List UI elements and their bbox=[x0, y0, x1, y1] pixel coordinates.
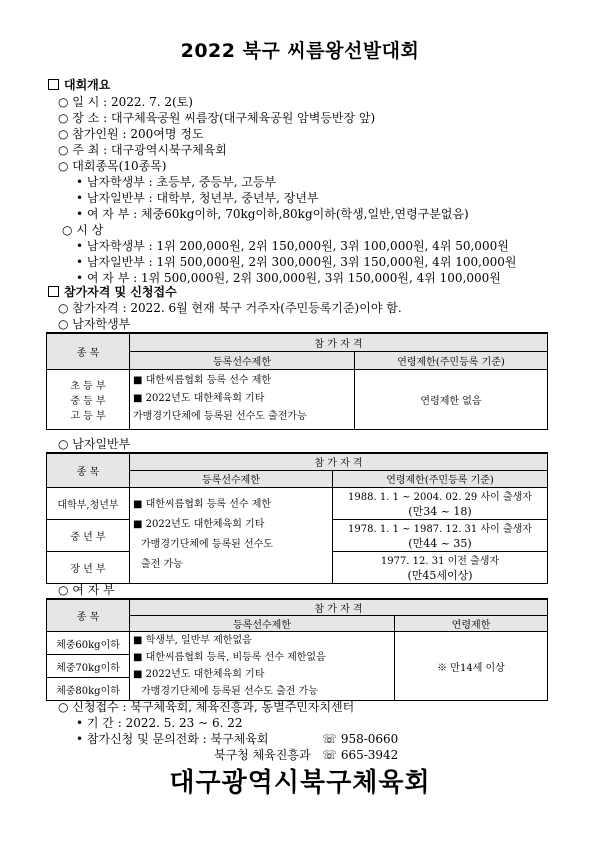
col-event: 종 목 bbox=[47, 453, 130, 487]
table-row bbox=[47, 369, 130, 429]
apply-where: ○ 신청접수 : 북구체육회, 체육진흥과, 동별주민자치센터 bbox=[58, 700, 355, 714]
reg-line: ■ 대한씨름협회 등록 선수 제한 bbox=[133, 375, 272, 386]
event-name: 중 등 부 bbox=[70, 395, 106, 407]
overview-events: ○ 대회종목(10종목) bbox=[58, 159, 167, 173]
section-qualification-heading: 참가자격 및 신청접수 bbox=[48, 285, 177, 300]
registration-cell bbox=[130, 487, 333, 583]
col-event: 종 목 bbox=[47, 333, 130, 369]
registration-cell bbox=[130, 369, 355, 429]
student-section-heading: ○ 남자학생부 bbox=[58, 317, 131, 331]
event-name: 초 등 부 bbox=[70, 380, 106, 392]
phone-1: ☏ 958-0660 bbox=[322, 732, 399, 746]
page-title: 2022 북구 씨름왕선발대회 bbox=[180, 40, 420, 62]
overview-place: ○ 장 소 : 대구체육공원 씨름장(대구체육공원 암벽등반장 앞) bbox=[58, 111, 376, 125]
checkbox-square-icon bbox=[48, 79, 59, 90]
age-years: (만34 ~ 18) bbox=[408, 504, 472, 518]
col-age: 연령제한 bbox=[395, 616, 548, 632]
checkbox-square-icon bbox=[48, 286, 59, 297]
apply-contact-2: 북구청 체육진흥과 bbox=[214, 748, 311, 762]
event-women: • 여 자 부 : 체중60kg이하, 70kg이하,80kg이하(학생,일반,연령구분없음) bbox=[76, 207, 469, 221]
table-row-event: 체중80kg이하 bbox=[47, 678, 130, 701]
age-years: (만44 ~ 35) bbox=[408, 536, 472, 550]
registration-cell bbox=[130, 632, 395, 701]
reg-line: 가맹경기단체에 등록된 선수도 bbox=[141, 539, 273, 550]
event-student: • 남자학생부 : 초등부, 중등부, 고등부 bbox=[76, 175, 277, 189]
phone-2: ☏ 665-3942 bbox=[322, 748, 399, 762]
age-cell: 연령제한 없음 bbox=[355, 369, 548, 429]
reg-line: ■ 2022년도 대한체육회 기타 bbox=[133, 669, 265, 680]
general-table bbox=[46, 452, 548, 584]
col-qualification: 참 가 자 격 bbox=[130, 453, 548, 470]
table-row-event: 중 년 부 bbox=[47, 519, 130, 551]
reg-line: ■ 학생부, 일반부 제한없음 bbox=[133, 635, 252, 646]
overview-date: ○ 일 시 : 2022. 7. 2(토) bbox=[58, 95, 193, 109]
table-row-event: 대학부,청년부 bbox=[47, 487, 130, 519]
col-event: 종 목 bbox=[47, 599, 130, 632]
age-years: (만45세이상) bbox=[407, 568, 473, 582]
age-cell bbox=[333, 487, 548, 519]
col-registration: 등록선수제한 bbox=[130, 616, 395, 632]
reg-line: 가맹경기단체에 등록된 선수도 출전가능 bbox=[133, 411, 307, 422]
overview-prize: ○ 시 상 bbox=[62, 223, 104, 237]
age-range: 1988. 1. 1 ~ 2004. 02. 29 사이 출생자 bbox=[348, 491, 532, 503]
table-row-event: 장 년 부 bbox=[47, 551, 130, 583]
qualification-text: ○ 참가자격 : 2022. 6월 현재 북구 거주자(주민등록기준)이야 함. bbox=[58, 301, 402, 315]
apply-period: • 기 간 : 2022. 5. 23 ~ 6. 22 bbox=[76, 716, 243, 730]
prize-general: • 남자일반부 : 1위 500,000원, 2위 300,000원, 3위 150,000원, 4위 100,000원 bbox=[76, 255, 517, 269]
age-cell: ※ 만14세 이상 bbox=[395, 632, 548, 701]
event-general: • 남자일반부 : 대학부, 청년부, 중년부, 장년부 bbox=[76, 191, 319, 205]
general-section-heading: ○ 남자일반부 bbox=[58, 437, 131, 451]
section-overview-heading: 대회개요 bbox=[48, 78, 110, 93]
table-row-event: 체중60kg이하 bbox=[47, 632, 130, 655]
women-section-heading: ○ 여 자 부 bbox=[58, 583, 115, 597]
table-row-event: 체중70kg이하 bbox=[47, 655, 130, 678]
col-age: 연령제한(주민등록 기준) bbox=[355, 351, 548, 369]
organization-footer: 대구광역시북구체육회 bbox=[169, 768, 431, 798]
reg-line: 출전 가능 bbox=[141, 559, 183, 570]
col-qualification: 참 가 자 격 bbox=[130, 333, 548, 351]
reg-line: 가맹경기단체에 등록된 선수도 출전 가능 bbox=[141, 686, 318, 697]
overview-host: ○ 주 최 : 대구광역시북구체육회 bbox=[58, 143, 227, 157]
women-table bbox=[46, 598, 548, 701]
reg-line: ■ 대한씨름협회 등록, 비등록 선수 제한없음 bbox=[133, 652, 326, 663]
reg-line: ■ 대한씨름협회 등록 선수 제한 bbox=[133, 499, 272, 510]
event-name: 고 등 부 bbox=[70, 410, 106, 422]
prize-women: • 여 자 부 : 1위 500,000원, 2위 300,000원, 3위 150,000원, 4위 100,000원 bbox=[76, 271, 501, 285]
apply-contact-label: • 참가신청 및 문의전화 : 북구체육회 bbox=[76, 732, 269, 746]
age-cell bbox=[333, 551, 548, 583]
col-registration: 등록선수제한 bbox=[130, 351, 355, 369]
reg-line: ■ 2022년도 대한체육회 기타 bbox=[133, 393, 265, 404]
age-range: 1978. 1. 1 ~ 1987. 12. 31 사이 출생자 bbox=[348, 523, 532, 535]
col-age: 연령제한(주민등록 기준) bbox=[333, 470, 548, 487]
age-range: 1977. 12. 31 이전 출생자 bbox=[380, 555, 500, 567]
age-cell bbox=[333, 519, 548, 551]
overview-participants: ○ 참가인원 : 200여명 정도 bbox=[58, 127, 204, 141]
col-qualification: 참 가 자 격 bbox=[130, 599, 548, 616]
reg-line: ■ 2022년도 대한체육회 기타 bbox=[133, 519, 265, 530]
student-table bbox=[46, 332, 548, 430]
col-registration: 등록선수제한 bbox=[130, 470, 333, 487]
prize-student: • 남자학생부 : 1위 200,000원, 2위 150,000원, 3위 100,000원, 4위 50,000원 bbox=[76, 239, 509, 253]
